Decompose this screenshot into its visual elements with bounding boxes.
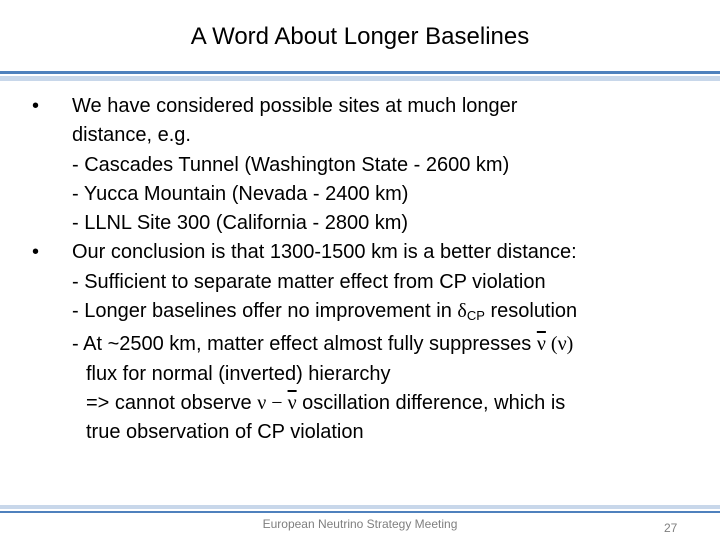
sub-item-continuation: flux for normal (inverted) hierarchy — [86, 362, 391, 385]
antineutrino-symbol: $\overline{\nu}$ — [287, 391, 297, 414]
bullet-text: Our conclusion is that 1300-1500 km is a better distance: — [72, 241, 577, 264]
footer-text: European Neutrino Strategy Meeting — [262, 517, 458, 531]
sub-item-continuation: => cannot observe $\nu - \overline{\nu}$ oscillation difference, which is — [86, 391, 566, 414]
page-number: 27 — [664, 521, 678, 535]
bullet-marker: • — [32, 95, 40, 117]
slide-title: A Word About Longer Baselines — [190, 23, 530, 50]
bullet-item — [32, 238, 702, 447]
sub-item: - Sufficient to separate matter effect from CP violation — [72, 270, 546, 293]
neutrino-symbol: ν — [557, 333, 567, 356]
sub-item: - At ~2500 km, matter effect almost fully suppresses $\overline{\nu}$ (ν) — [72, 333, 574, 356]
antineutrino-symbol: $\overline{\nu}$ — [536, 333, 546, 356]
cp-subscript: CP — [466, 308, 485, 324]
footer-divider — [0, 511, 720, 513]
title-divider — [0, 71, 720, 74]
delta-symbol: δ — [457, 300, 467, 323]
bullet-marker: • — [32, 241, 40, 264]
bullet-text: We have considered possible sites at much longer — [72, 95, 518, 117]
bullet-text: distance, e.g. — [72, 124, 191, 147]
slide-body — [32, 92, 702, 448]
bullet-item — [32, 92, 702, 238]
sub-item-continuation: true observation of CP violation — [86, 421, 364, 444]
sub-item: - Longer baselines offer no improvement in $\delta_{CP}$ resolution — [72, 300, 578, 324]
footer-divider-shadow — [0, 505, 720, 509]
title-divider-shadow — [0, 76, 720, 81]
sub-item: - LLNL Site 300 (California - 2800 km) — [72, 212, 409, 235]
neutrino-symbol: ν — [257, 391, 267, 414]
sub-item: - Cascades Tunnel (Washington State - 2600 km) — [72, 153, 510, 176]
sub-item: - Yucca Mountain (Nevada - 2400 km) — [72, 182, 409, 205]
